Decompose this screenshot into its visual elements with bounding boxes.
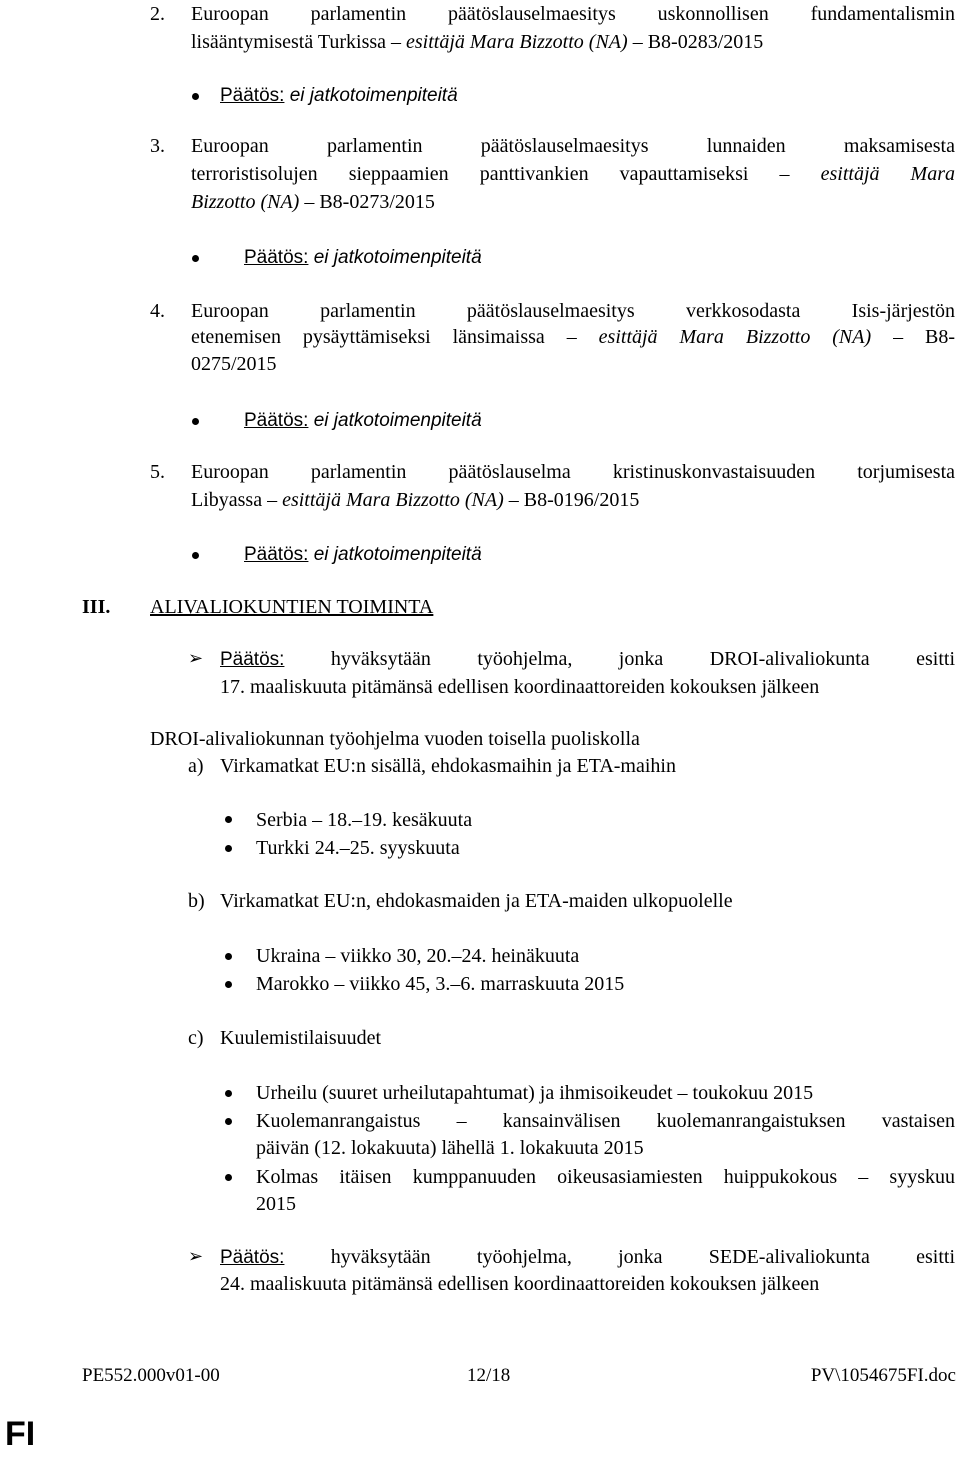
list-item: Ukraina – viikko 30, 20.–24. heinäkuuta xyxy=(256,945,580,967)
bullet-icon xyxy=(192,418,199,425)
footer-page-number: 12/18 xyxy=(467,1365,511,1386)
section-title: ALIVALIOKUNTIEN TOIMINTA xyxy=(150,596,434,618)
list-item: Urheilu (suuret urheilutapahtumat) ja ihmisoikeudet – toukokuu 2015 xyxy=(256,1082,814,1104)
decision-arrow-line: 24. maaliskuuta pitämänsä edellisen koordinaattoreiden kokouksen jälkeen xyxy=(220,1273,820,1295)
bullet-icon xyxy=(225,1174,232,1181)
decision-line: Päätös: ei jatkotoimenpiteitä xyxy=(244,544,482,565)
footer-filename: PV\1054675FI.doc xyxy=(810,1365,956,1386)
list-item: 2015 xyxy=(256,1193,296,1215)
sub-heading: Virkamatkat EU:n, ehdokasmaiden ja ETA-maiden ulkopuolelle xyxy=(220,890,733,912)
section-number: III. xyxy=(82,596,111,618)
item-number: 5. xyxy=(150,461,165,483)
decision-line: Päätös: ei jatkotoimenpiteitä xyxy=(244,410,482,431)
bullet-icon xyxy=(225,981,232,988)
bullet-icon xyxy=(225,1118,232,1125)
decision-arrow-line: 17. maaliskuuta pitämänsä edellisen koordinaattoreiden kokouksen jälkeen xyxy=(220,676,820,698)
bullet-icon xyxy=(225,953,232,960)
footer-reference: PE552.000v01-00 xyxy=(82,1365,220,1386)
list-item: Kolmas itäisen kumppanuuden oikeusasiamiesten huippukokous – syyskuu xyxy=(256,1166,955,1188)
sub-label: c) xyxy=(188,1027,204,1049)
item-line: Euroopan parlamentin päätöslauselmaesitys uskonnollisen fundamentalismin xyxy=(191,3,955,25)
bullet-icon xyxy=(192,255,199,262)
bullet-icon xyxy=(225,816,232,823)
sub-heading: Kuulemistilaisuudet xyxy=(220,1027,382,1049)
bullet-icon xyxy=(192,93,199,100)
decision-arrow-line: Päätös: hyväksytään työohjelma, jonka SEDE-alivaliokunta esitti xyxy=(220,1246,955,1268)
item-line: 0275/2015 xyxy=(191,353,277,375)
sub-label: a) xyxy=(188,755,204,777)
item-number: 3. xyxy=(150,135,165,157)
list-item: Kuolemanrangaistus – kansainvälisen kuolemanrangaistuksen vastaisen xyxy=(256,1110,955,1132)
decision-line: Päätös: ei jatkotoimenpiteitä xyxy=(220,85,458,106)
bullet-icon xyxy=(225,845,232,852)
item-number: 2. xyxy=(150,3,165,25)
arrow-bullet-icon: ➢ xyxy=(188,648,204,669)
item-line: Euroopan parlamentin päätöslauselmaesitys verkkosodasta Isis-järjestön xyxy=(191,300,955,322)
decision-line: Päätös: ei jatkotoimenpiteitä xyxy=(244,247,482,268)
item-line: Bizzotto (NA) – B8-0273/2015 xyxy=(191,191,435,213)
item-line: Euroopan parlamentin päätöslauselma kristinuskonvastaisuuden torjumisesta xyxy=(191,461,955,483)
bullet-icon xyxy=(192,552,199,559)
list-item: päivän (12. lokakuuta) lähellä 1. lokakuuta 2015 xyxy=(256,1137,644,1159)
item-number: 4. xyxy=(150,300,165,322)
item-line: terroristisolujen sieppaamien panttivankien vapauttamiseksi – esittäjä Mara xyxy=(191,163,955,185)
programme-heading: DROI-alivaliokunnan työohjelma vuoden toisella puoliskolla xyxy=(150,728,640,750)
language-code: FI xyxy=(5,1415,36,1453)
item-line: lisääntymisestä Turkissa – esittäjä Mara Bizzotto (NA) – B8-0283/2015 xyxy=(191,31,764,53)
item-line: Libyassa – esittäjä Mara Bizzotto (NA) – B8-0196/2015 xyxy=(191,489,640,511)
list-item: Turkki 24.–25. syyskuuta xyxy=(256,837,460,859)
bullet-icon xyxy=(225,1090,232,1097)
sub-heading: Virkamatkat EU:n sisällä, ehdokasmaihin ja ETA-maihin xyxy=(220,755,676,777)
list-item: Serbia – 18.–19. kesäkuuta xyxy=(256,809,473,831)
decision-arrow-line: Päätös: hyväksytään työohjelma, jonka DROI-alivaliokunta esitti xyxy=(220,648,956,670)
item-line: etenemisen pysäyttämiseksi länsimaissa – esittäjä Mara Bizzotto (NA) – B8- xyxy=(191,326,956,348)
item-line: Euroopan parlamentin päätöslauselmaesitys lunnaiden maksamisesta xyxy=(191,135,955,157)
sub-label: b) xyxy=(188,890,205,912)
list-item: Marokko – viikko 45, 3.–6. marraskuuta 2015 xyxy=(256,973,625,995)
arrow-bullet-icon: ➢ xyxy=(188,1246,204,1267)
